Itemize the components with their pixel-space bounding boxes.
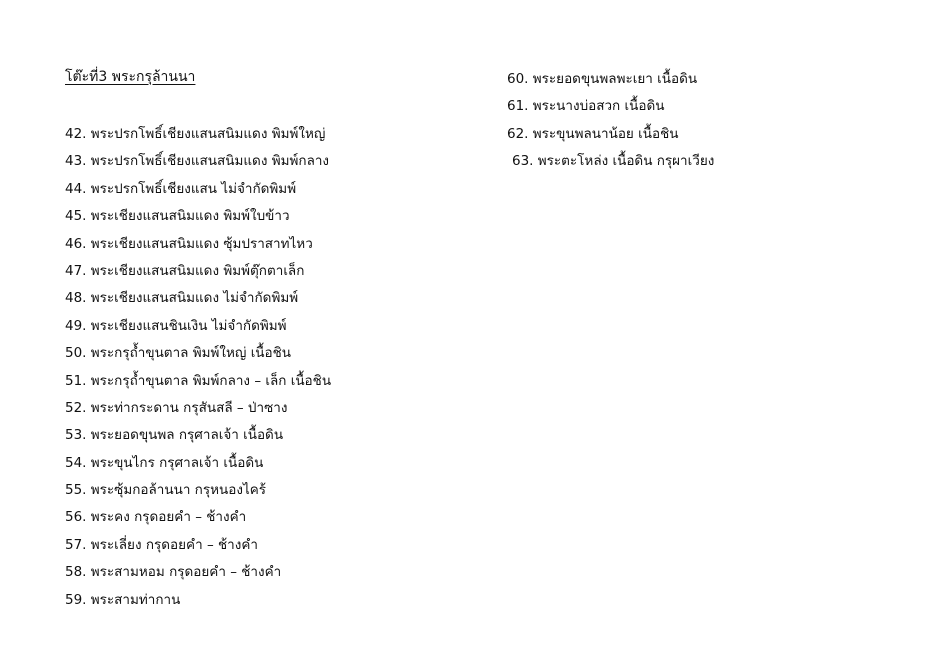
list-item: 46. พระเชียงแสนสนิมแดง ซุ้มปราสาทไหว bbox=[65, 235, 313, 252]
list-item: 54. พระขุนไกร กรุศาลเจ้า เนื้อดิน bbox=[65, 454, 264, 471]
left-list bbox=[65, 121, 331, 614]
list-item: 50. พระกรุถ้ำขุนตาล พิมพ์ใหญ่ เนื้อชิน bbox=[65, 345, 292, 362]
list-item: 42. พระปรกโพธิ์เชียงแสนสนิมแดง พิมพ์ใหญ่ bbox=[65, 126, 326, 142]
list-item: 51. พระกรุถ้ำขุนตาล พิมพ์กลาง – เล็ก เนื้อชิน bbox=[65, 372, 332, 389]
list-item: 48. พระเชียงแสนสนิมแดง ไม่จำกัดพิมพ์ bbox=[65, 290, 299, 307]
list-item: 56. พระคง กรุดอยคำ – ช้างคำ bbox=[65, 509, 247, 526]
list-item: 60. พระยอดขุนพลพะเยา เนื้อดิน bbox=[507, 71, 698, 87]
list-item: 49. พระเชียงแสนชินเงิน ไม่จำกัดพิมพ์ bbox=[65, 317, 287, 334]
list-item: 57. พระเลี่ยง กรุดอยคำ – ช้างคำ bbox=[65, 536, 258, 553]
list-item: 44. พระปรกโพธิ์เชียงแสน ไม่จำกัดพิมพ์ bbox=[65, 180, 297, 197]
list-item: 53. พระยอดขุนพล กรุศาลเจ้า เนื้อดิน bbox=[65, 427, 284, 444]
list-item: 52. พระท่ากระดาน กรุสันสลี – ป่าซาง bbox=[65, 399, 288, 416]
list-item: 45. พระเชียงแสนสนิมแดง พิมพ์ใบข้าว bbox=[65, 208, 290, 225]
list-item: 47. พระเชียงแสนสนิมแดง พิมพ์ตุ๊กตาเล็ก bbox=[65, 262, 305, 279]
right-list bbox=[507, 66, 714, 176]
page-title: โต๊ะที่3 พระกรุล้านนา bbox=[65, 69, 196, 85]
list-item: 55. พระซุ้มกอล้านนา กรุหนองไคร้ bbox=[65, 482, 267, 499]
list-item: 63. พระตะโหล่ง เนื้อดิน กรุผาเวียง bbox=[512, 153, 715, 170]
list-item: 61. พระนางบ่อสวก เนื้อดิน bbox=[507, 98, 665, 115]
list-item: 43. พระปรกโพธิ์เชียงแสนสนิมแดง พิมพ์กลาง bbox=[65, 153, 330, 170]
list-item: 62. พระขุนพลนาน้อย เนื้อชิน bbox=[507, 125, 679, 142]
list-item: 59. พระสามท่ากาน bbox=[65, 591, 181, 608]
list-item: 58. พระสามหอม กรุดอยคำ – ช้างคำ bbox=[65, 564, 282, 581]
